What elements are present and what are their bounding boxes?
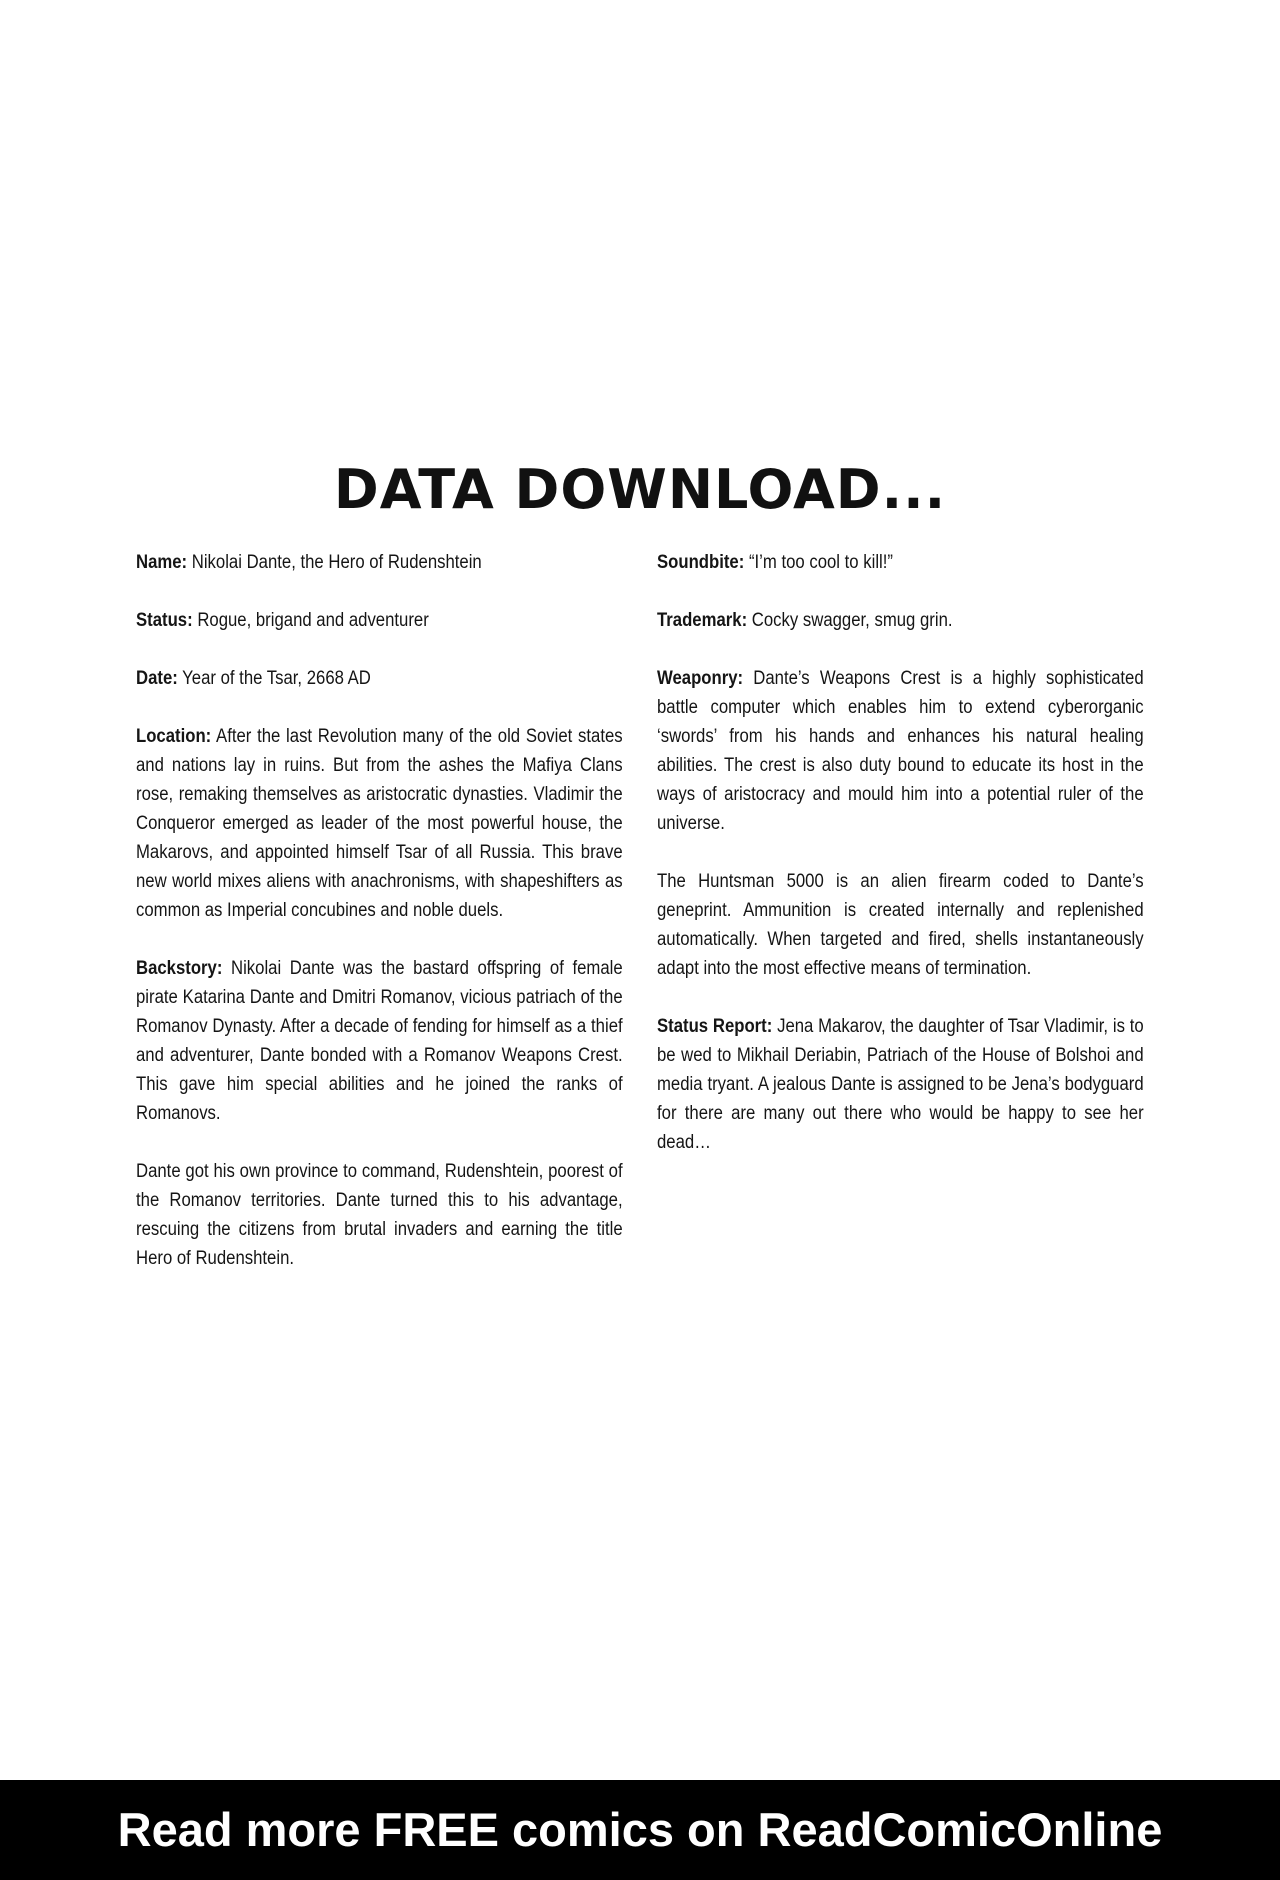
date-value: Year of the Tsar, 2668 AD (177, 668, 371, 689)
promo-banner-text[interactable]: Read more FREE comics on ReadComicOnline (117, 1803, 1163, 1856)
soundbite-label: Soundbite: (657, 552, 745, 573)
name-entry (136, 548, 623, 577)
weaponry-value: Dante’s Weapons Crest is a highly sophisticated battle computer which enables him to extend cyberorganic ‘swords’ from his hands and enhances his natural healing abilities. The crest is also duty bound to educate its host in the ways of aristocracy and mould him into a potential ruler of the universe. (657, 668, 1144, 834)
province-paragraph: Dante got his own province to command, Rudenshtein, poorest of the Romanov territories. Dante turned this to his advantage, rescuing the citizens from brutal invaders and earning the title Hero of Rudenshtein. (136, 1161, 623, 1269)
location-entry (136, 722, 623, 925)
name-value: Nikolai Dante, the Hero of Rudenshtein (187, 552, 482, 573)
status-report-value: Jena Makarov, the daughter of Tsar Vladimir, is to be wed to Mikhail Deriabin, Patriach of the House of Bolshoi and media tryant. A jealous Dante is assigned to be Jena’s bodyguard for there are many out there who would be happy to see her dead… (657, 1016, 1144, 1153)
soundbite-value: “I’m too cool to kill!” (744, 552, 893, 573)
status-value: Rogue, brigand and adventurer (192, 610, 429, 631)
status-entry (136, 606, 623, 635)
backstory-label: Backstory: (136, 958, 223, 979)
backstory-value: Nikolai Dante was the bastard offspring of female pirate Katarina Dante and Dmitri Romanov, vicious patriach of the Romanov Dynasty. After a decade of fending for himself as a thief and adventurer, Dante bonded with a Romanov Weapons Crest. This gave him special abilities and he joined the ranks of Romanovs. (136, 958, 623, 1124)
trademark-label: Trademark: (657, 610, 748, 631)
date-label: Date: (136, 668, 178, 689)
trademark-value: Cocky swagger, smug grin. (747, 610, 953, 631)
right-column (657, 548, 1144, 1186)
page-title: DATA DOWNLOAD... (333, 458, 947, 521)
weaponry-label: Weaponry: (657, 668, 744, 689)
date-entry (136, 664, 623, 693)
status-report-label: Status Report: (657, 1016, 773, 1037)
location-label: Location: (136, 726, 212, 747)
weaponry-entry (657, 664, 1144, 838)
promo-banner[interactable] (0, 1780, 1280, 1880)
left-column (136, 548, 623, 1302)
soundbite-entry (657, 548, 1144, 577)
status-report-entry (657, 1012, 1144, 1157)
huntsman-paragraph: The Huntsman 5000 is an alien firearm coded to Dante’s geneprint. Ammunition is created internally and replenished automatically. When targeted and fired, shells instantaneously adapt into the most effective means of termination. (657, 871, 1144, 979)
status-label: Status: (136, 610, 193, 631)
backstory-entry (136, 954, 623, 1128)
trademark-entry (657, 606, 1144, 635)
name-label: Name: (136, 552, 188, 573)
location-value: After the last Revolution many of the old Soviet states and nations lay in ruins. But from the ashes the Mafiya Clans rose, remaking themselves as aristocratic dynasties. Vladimir the Conqueror emerged as leader of the most powerful house, the Makarovs, and appointed himself Tsar of all Russia. This brave new world mixes aliens with anachronisms, with shapeshifters as common as Imperial concubines and noble duels. (136, 726, 623, 921)
